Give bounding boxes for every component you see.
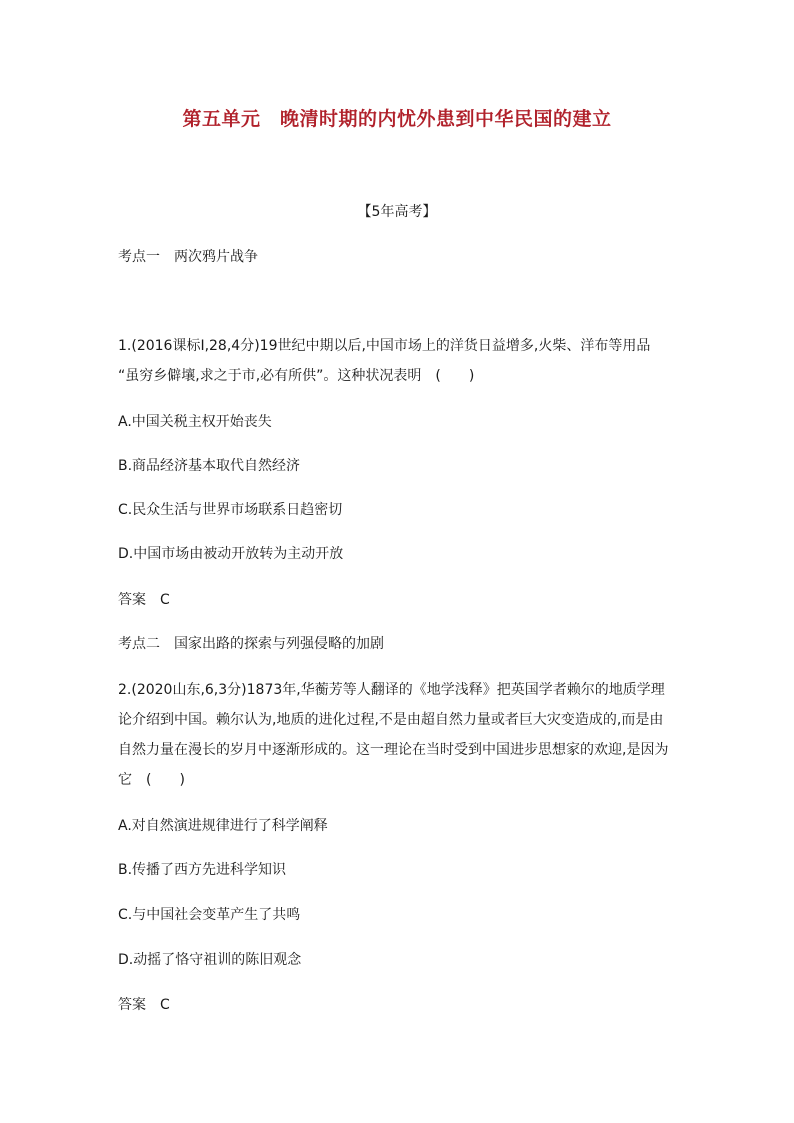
question-2-option-a: A.对自然演进规律进行了科学阐释 [118, 818, 328, 834]
question-2-answer: 答案 C [118, 997, 170, 1013]
topic-heading-1: 考点一 两次鸦片战争 [118, 249, 258, 265]
question-1-option-a: A.中国关税主权开始丧失 [118, 414, 272, 430]
question-1-option-c: C.民众生活与世界市场联系日趋密切 [118, 502, 343, 518]
section-label: 【5年高考】 [357, 204, 437, 220]
question-1-answer: 答案 C [118, 592, 170, 608]
unit-title: 第五单元 晚清时期的内忧外患到中华民国的建立 [182, 108, 612, 130]
question-2-line-4: 它 ( ) [118, 772, 185, 788]
question-1-line-1: 1.(2016课标Ⅰ,28,4分)19世纪中期以后,中国市场上的洋货日益增多,火柴、洋布等用品 [118, 338, 651, 354]
question-2-line-1: 2.(2020山东,6,3分)1873年,华蘅芳等人翻译的《地学浅释》把英国学者赖尔的地质学理 [118, 682, 665, 698]
question-2-line-3: 自然力量在漫长的岁月中逐渐形成的。这一理论在当时受到中国进步思想家的欢迎,是因为 [118, 742, 669, 758]
question-1-option-d: D.中国市场由被动开放转为主动开放 [118, 546, 344, 562]
question-2-option-b: B.传播了西方先进科学知识 [118, 862, 287, 878]
question-2-option-d: D.动摇了恪守祖训的陈旧观念 [118, 952, 302, 968]
question-2-option-c: C.与中国社会变革产生了共鸣 [118, 907, 301, 923]
question-1-option-b: B.商品经济基本取代自然经济 [118, 458, 301, 474]
question-1-line-2: “虽穷乡僻壤,求之于市,必有所供”。这种状况表明 ( ) [118, 368, 475, 384]
question-2-line-2: 论介绍到中国。赖尔认为,地质的进化过程,不是由超自然力量或者巨大灾变造成的,而是由 [118, 712, 664, 728]
topic-heading-2: 考点二 国家出路的探索与列强侵略的加剧 [118, 636, 384, 652]
